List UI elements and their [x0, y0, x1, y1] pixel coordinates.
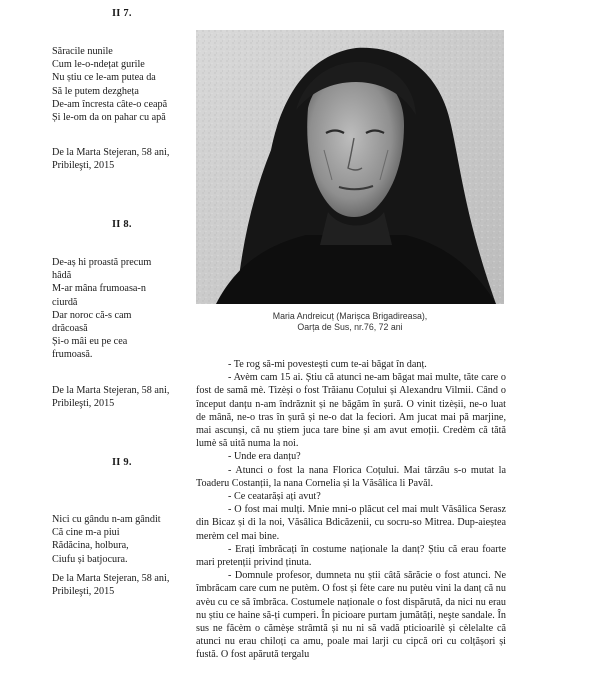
interview-paragraph: - Unde era danțu? — [228, 451, 301, 463]
poem-credit-ii8: De la Marta Stejeran, 58 ani, Pribileşti, 2015 — [52, 385, 170, 410]
interview-paragraph: - Te rog să-mi povestești cum te-ai băgat în danț. — [228, 359, 427, 370]
poem-ii7: Săracile nunile Cum le-o-ndețat gurile Nu știu ce le-am putea da Să le putem dezgheța De-am încresta câte-o ceapă Și le-om da on pahar cu apă — [52, 46, 168, 124]
poem-credit-ii7: De la Marta Stejeran, 58 ani, Pribileşti, 2015 — [52, 147, 170, 172]
poem-heading-ii8: II 8. — [112, 219, 132, 230]
poem-ii8: De-aș hi proastă precum hâdă M-ar mâna frumoasa-n ciurdă Dar noroc că-s cam drăcoasă Și-o mâi eu pe cea frumoasă. — [52, 257, 152, 361]
poem-ii9: Nici cu gându n-am gândit Că cine m-a piui Rădăcina, holbura, Ciufu și batjocura. — [52, 514, 161, 565]
interview-paragraph: - Domnule profesor, dumneta nu știi câtă sărăcie o fost atunci. Ne îmbrăcam care cum ne putèm. O fost și fète care nu putèu vini la danț că nu avèu cu ce să îmbrăca. Costumele naționale o fost dispărută, da nici nu erau nu știu ce haine să-ți cumperi. În picioare purtam jumătăți, neşte sandale. În sus ne făcèm o cămèșe strâmtă și nu ni să vadă pticioarilè și cèlelalte că atunci nu erau chiloți ca amu, poale mai larji cu cipcă ori cu colțășori și fustă. O fost apărută tergalu — [196, 570, 506, 661]
portrait-photo — [196, 30, 504, 304]
poem-heading-ii7: II 7. — [112, 8, 132, 19]
poem-heading-ii9: II 9. — [112, 457, 132, 468]
interview-paragraph: - Erați îmbrăcați în costume naționale la danț? Știu că erau foarte mari pretenții privind ținuta. — [196, 543, 506, 569]
photo-caption — [196, 311, 504, 333]
interview-paragraph: - O fost mai mulți. Mnie mni-o plăcut cel mai mult Văsâlica Serasz din Bicaz și di la noi, Văsâlica Bdicăzenii, cu socru-so Mitrea. Dup-aieștea merèm cel mai bine. — [196, 504, 506, 542]
interview-text — [196, 358, 506, 662]
interview-paragraph: - Avèm cam 15 ai. Știu că atunci ne-am băgat mai multe, tăte care o fost de samă mè. Tizèși o fost Trăianu Coțului și Alexandru Vilmii. Când o început danțu n-am îndrăznit și ne băgăm în șură. O vinit tizèșii, ne-o luat de mână, ne-o tras în șură și ne-o dat la feciori. Am jucat mai pă marjine, mai ascunși, că nu știem juca tare bine și am avut emoții. Credèm că tătă lumè să uită numa la noi. — [196, 372, 506, 450]
interview-paragraph: - Ce ceatarăși ați avut? — [228, 491, 321, 503]
photo-caption-line1: Maria Andreicuț (Marișca Brigadireasa), — [272, 311, 428, 321]
poem-credit-ii9: De la Marta Stejeran, 58 ani, Pribileşti, 2015 — [52, 573, 170, 598]
interview-paragraph: - Atunci o fost la nana Florica Coțului. Mai târzâu s-o mutat la Toaderu Costanții, la nana Cornelia și la Văsâlica li Pavăl. — [196, 464, 506, 489]
photo-caption-line2: Oarța de Sus, nr.76, 72 ani — [297, 322, 403, 333]
